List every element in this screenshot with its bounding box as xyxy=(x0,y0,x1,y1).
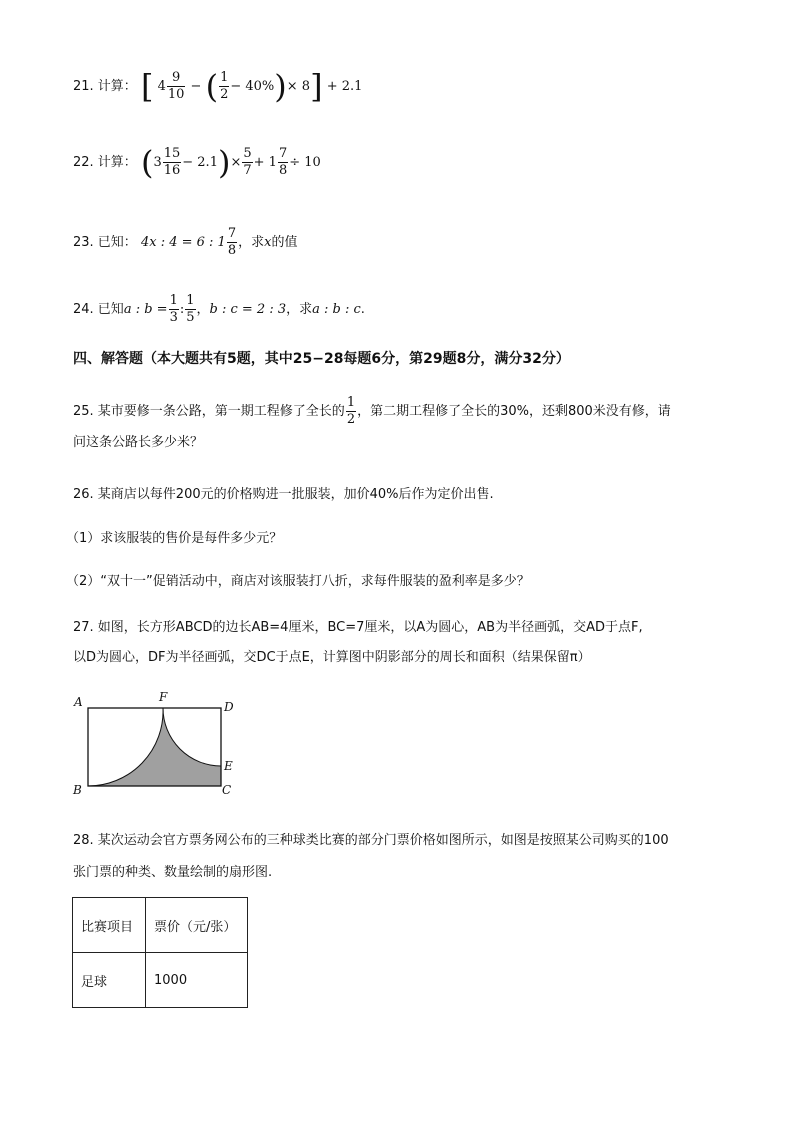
q22-times: × xyxy=(230,155,242,170)
section-heading-4: 四、解答题（本大题共有5题，其中25−28每题6分，第29题8分，满分32分） xyxy=(73,351,570,367)
table-cell: 足球 xyxy=(73,953,146,1008)
q21-tail: + 2.1 xyxy=(326,79,363,94)
q21-times: × 8 xyxy=(286,79,311,94)
question-25 xyxy=(73,395,723,458)
q25-text-b: ，第二期工程修了全长的30%，还剩800米没有修，请 xyxy=(357,404,671,419)
q22-int1: 3 xyxy=(153,155,162,170)
q22-fraction-1: $\frac{15}{16}$ xyxy=(163,146,181,178)
q24-end: . xyxy=(360,302,365,317)
q21-label: 21. 计算： xyxy=(73,79,137,94)
ticket-price-table xyxy=(72,897,248,1008)
question-27-line1: 27. 如图，长方形ABCD的边长AB=4厘米，BC=7厘米，以A为圆心，AB为半径画弧，交AD于点F, xyxy=(73,620,643,635)
q21-minus: − xyxy=(190,79,202,94)
q22-mid: − 2.1 xyxy=(182,155,218,170)
q22-fraction-2: $\frac{5}{7}$ xyxy=(243,146,252,178)
shaded-region xyxy=(88,708,221,786)
q25-line2: 问这条公路长多少米？ xyxy=(73,435,204,450)
right-paren: ) xyxy=(274,67,287,106)
q24-fraction-2: $\frac{1}{5}$ xyxy=(186,293,195,325)
q24-comma: ， xyxy=(196,302,210,317)
q23-fraction: $\frac{7}{8}$ xyxy=(227,226,237,258)
question-26: 26. 某商店以每件200元的价格购进一批服装，加价40%后作为定价出售. xyxy=(73,487,494,502)
question-26-sub2: （2）“双十一”促销活动中，商店对该服装打八折，求每件服装的盈利率是多少？ xyxy=(66,574,530,589)
question-27-line2: 以D为圆心，DF为半径画弧，交DC于点E，计算图中阴影部分的周长和面积（结果保留π） xyxy=(73,650,591,665)
question-23 xyxy=(73,226,297,259)
q24-colon: : xyxy=(179,302,185,317)
q24-label: 24. 已知 xyxy=(73,302,124,317)
q23-suffix2: 的值 xyxy=(271,235,298,250)
label-c: C xyxy=(222,783,232,797)
table-row xyxy=(73,953,248,1008)
q24-eq1: a : b = xyxy=(123,302,168,317)
q22-label: 22. 计算： xyxy=(73,155,137,170)
q25-line1 xyxy=(73,395,723,428)
table-cell: 1000 xyxy=(146,953,248,1008)
table-header-cell: 比赛项目 xyxy=(73,898,146,953)
question-22 xyxy=(73,143,321,182)
q23-equation: 4x : 4 = 6 : 1 xyxy=(140,235,226,250)
q25-fraction: $\frac{1}{2}$ xyxy=(346,395,356,427)
table-header-row xyxy=(73,898,248,953)
q24-eq3: a : b : c xyxy=(312,302,361,317)
question-28-line2: 张门票的种类、数量绘制的扇形图. xyxy=(73,865,273,880)
question-28-line1: 28. 某次运动会官方票务网公布的三种球类比赛的部分门票价格如图所示，如图是按照某公司购买的100 xyxy=(73,833,669,848)
q24-ask: ，求 xyxy=(286,302,313,317)
left-paren: ( xyxy=(140,143,154,182)
right-bracket: ] xyxy=(310,67,323,106)
left-bracket: [ xyxy=(140,67,154,106)
label-f: F xyxy=(159,690,168,704)
q22-tail: ÷ 10 xyxy=(289,155,321,170)
q24-eq2: b : c = 2 : 3 xyxy=(209,302,287,317)
question-26-sub1: （1）求该服装的售价是每件多少元？ xyxy=(66,531,283,546)
label-e: E xyxy=(224,759,233,773)
q21-percent: − 40% xyxy=(230,79,275,94)
q21-fraction-2: $\frac{1}{2}$ xyxy=(220,70,229,102)
question-21 xyxy=(73,67,363,106)
table-header-cell: 票价（元/张） xyxy=(146,898,248,953)
q22-plus: + 1 xyxy=(253,155,277,170)
label-b: B xyxy=(73,783,82,797)
q24-fraction-1: $\frac{1}{3}$ xyxy=(169,293,178,325)
q23-label: 23. 已知： xyxy=(73,235,137,250)
q21-int1: 4 xyxy=(157,79,166,94)
left-paren: ( xyxy=(205,67,219,106)
q23-var: x xyxy=(264,235,272,250)
q22-fraction-3: $\frac{7}{8}$ xyxy=(278,146,288,178)
question-24 xyxy=(73,293,365,326)
right-paren: ) xyxy=(217,143,231,182)
q21-fraction-1: $\frac{9}{10}$ xyxy=(167,70,185,102)
geometry-figure xyxy=(68,688,248,808)
q25-text-a: 25. 某市要修一条公路，第一期工程修了全长的 xyxy=(73,404,345,419)
q23-suffix: ，求 xyxy=(238,235,265,250)
label-d: D xyxy=(224,700,234,714)
label-a: A xyxy=(74,695,83,709)
